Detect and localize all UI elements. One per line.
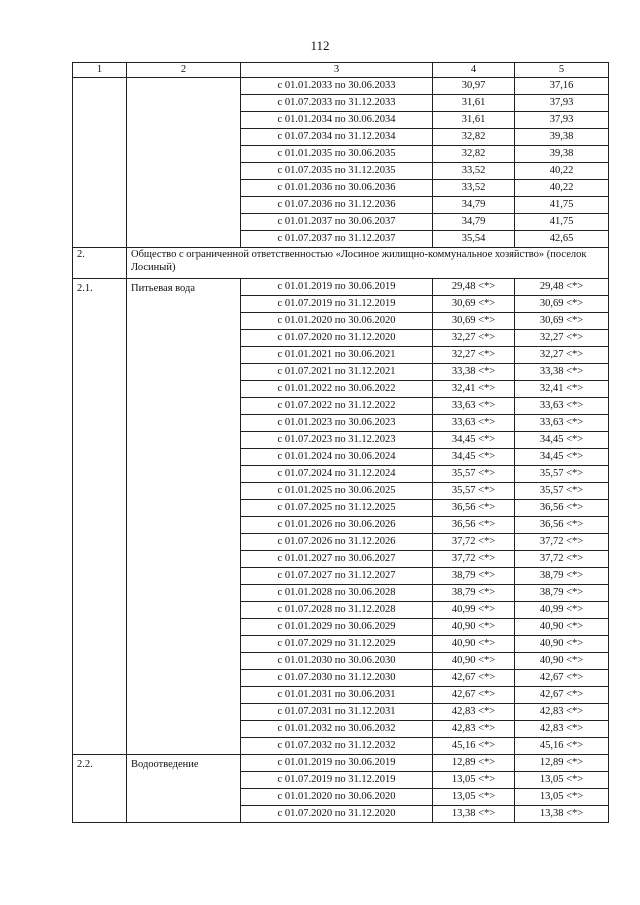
period-cell: с 01.01.2035 по 30.06.2035: [241, 146, 433, 163]
period-cell: с 01.01.2033 по 30.06.2033: [241, 78, 433, 95]
tariff-value-col4: 35,57 <*>: [433, 483, 515, 500]
column-header: 3: [241, 63, 433, 78]
tariff-value-col5: 35,57 <*>: [515, 466, 609, 483]
sewer-section-number: 2.2.: [73, 755, 127, 823]
table-row: [73, 78, 609, 95]
tariff-value-col4: 13,05 <*>: [433, 789, 515, 806]
tariff-value-col4: 36,56 <*>: [433, 500, 515, 517]
tariff-value-col5: 40,22: [515, 163, 609, 180]
tariff-value-col5: 37,16: [515, 78, 609, 95]
period-cell: с 01.07.2032 по 31.12.2032: [241, 738, 433, 755]
period-cell: с 01.07.2031 по 31.12.2031: [241, 704, 433, 721]
tariff-table: [72, 62, 609, 823]
period-cell: с 01.07.2020 по 31.12.2020: [241, 806, 433, 823]
tariff-value-col5: 34,45 <*>: [515, 432, 609, 449]
tariff-value-col5: 30,69 <*>: [515, 296, 609, 313]
period-cell: с 01.01.2034 по 30.06.2034: [241, 112, 433, 129]
tariff-value-col4: 40,90 <*>: [433, 653, 515, 670]
tariff-value-col5: 33,38 <*>: [515, 364, 609, 381]
tariff-value-col5: 32,27 <*>: [515, 330, 609, 347]
tariff-value-col4: 35,54: [433, 231, 515, 248]
period-cell: с 01.01.2026 по 30.06.2026: [241, 517, 433, 534]
period-cell: с 01.01.2036 по 30.06.2036: [241, 180, 433, 197]
tariff-value-col5: 33,63 <*>: [515, 415, 609, 432]
tariff-value-col5: 42,83 <*>: [515, 721, 609, 738]
tariff-value-col4: 13,05 <*>: [433, 772, 515, 789]
tariff-value-col4: 29,48 <*>: [433, 279, 515, 296]
period-cell: с 01.07.2027 по 31.12.2027: [241, 568, 433, 585]
tariff-value-col5: 38,79 <*>: [515, 568, 609, 585]
tariff-value-col5: 32,41 <*>: [515, 381, 609, 398]
tariff-value-col4: 40,99 <*>: [433, 602, 515, 619]
tariff-value-col4: 36,56 <*>: [433, 517, 515, 534]
tariff-value-col4: 38,79 <*>: [433, 568, 515, 585]
tariff-value-col5: 32,27 <*>: [515, 347, 609, 364]
period-cell: с 01.07.2034 по 31.12.2034: [241, 129, 433, 146]
tariff-value-col4: 42,83 <*>: [433, 704, 515, 721]
period-cell: с 01.07.2037 по 31.12.2037: [241, 231, 433, 248]
tariff-value-col5: 13,38 <*>: [515, 806, 609, 823]
period-cell: с 01.07.2019 по 31.12.2019: [241, 772, 433, 789]
tariff-value-col4: 31,61: [433, 112, 515, 129]
tariff-value-col5: 33,63 <*>: [515, 398, 609, 415]
tariff-value-col5: 36,56 <*>: [515, 500, 609, 517]
tariff-value-col5: 40,99 <*>: [515, 602, 609, 619]
tariff-value-col5: 12,89 <*>: [515, 755, 609, 772]
column-header: 1: [73, 63, 127, 78]
tariff-value-col5: 42,67 <*>: [515, 670, 609, 687]
tariff-value-col5: 13,05 <*>: [515, 772, 609, 789]
period-cell: с 01.01.2020 по 30.06.2020: [241, 313, 433, 330]
tariff-value-col4: 32,27 <*>: [433, 330, 515, 347]
organization-number: 2.: [73, 248, 127, 279]
table-row: [73, 279, 609, 296]
period-cell: с 01.01.2031 по 30.06.2031: [241, 687, 433, 704]
period-cell: с 01.07.2025 по 31.12.2025: [241, 500, 433, 517]
tariff-value-col5: 40,22: [515, 180, 609, 197]
tariff-value-col4: 33,52: [433, 180, 515, 197]
period-cell: с 01.01.2023 по 30.06.2023: [241, 415, 433, 432]
tariff-value-col4: 33,63 <*>: [433, 398, 515, 415]
period-cell: с 01.07.2028 по 31.12.2028: [241, 602, 433, 619]
tariff-value-col5: 37,93: [515, 112, 609, 129]
period-cell: с 01.07.2035 по 31.12.2035: [241, 163, 433, 180]
tariff-value-col4: 34,79: [433, 214, 515, 231]
tariff-value-col4: 32,82: [433, 146, 515, 163]
tariff-value-col5: 37,72 <*>: [515, 551, 609, 568]
tariff-value-col4: 42,67 <*>: [433, 687, 515, 704]
tariff-value-col4: 30,97: [433, 78, 515, 95]
period-cell: с 01.07.2033 по 31.12.2033: [241, 95, 433, 112]
tariff-value-col5: 37,93: [515, 95, 609, 112]
tariff-value-col4: 33,52: [433, 163, 515, 180]
period-cell: с 01.01.2029 по 30.06.2029: [241, 619, 433, 636]
column-header-row: [73, 63, 609, 78]
tariff-value-col4: 32,41 <*>: [433, 381, 515, 398]
tariff-value-col5: 41,75: [515, 214, 609, 231]
column-header: 5: [515, 63, 609, 78]
tariff-value-col4: 30,69 <*>: [433, 296, 515, 313]
tariff-value-col5: 42,83 <*>: [515, 704, 609, 721]
tariff-value-col4: 34,45 <*>: [433, 449, 515, 466]
period-cell: с 01.01.2027 по 30.06.2027: [241, 551, 433, 568]
period-cell: с 01.01.2037 по 30.06.2037: [241, 214, 433, 231]
page-number: 112: [310, 38, 330, 53]
period-cell: с 01.01.2025 по 30.06.2025: [241, 483, 433, 500]
tariff-value-col4: 33,63 <*>: [433, 415, 515, 432]
period-cell: с 01.01.2030 по 30.06.2030: [241, 653, 433, 670]
period-cell: с 01.01.2021 по 30.06.2021: [241, 347, 433, 364]
tariff-value-col5: 38,79 <*>: [515, 585, 609, 602]
tariff-value-col5: 42,65: [515, 231, 609, 248]
continued-block-label: [127, 78, 241, 248]
tariff-value-col4: 37,72 <*>: [433, 551, 515, 568]
tariff-value-col4: 35,57 <*>: [433, 466, 515, 483]
tariff-value-col4: 37,72 <*>: [433, 534, 515, 551]
tariff-table-body: [73, 63, 609, 823]
tariff-value-col5: 40,90 <*>: [515, 653, 609, 670]
tariff-value-col4: 40,90 <*>: [433, 636, 515, 653]
tariff-value-col5: 40,90 <*>: [515, 619, 609, 636]
sewer-section-label: Водоотведение: [127, 755, 241, 823]
period-cell: с 01.01.2024 по 30.06.2024: [241, 449, 433, 466]
tariff-value-col4: 32,27 <*>: [433, 347, 515, 364]
column-header: 2: [127, 63, 241, 78]
period-cell: с 01.01.2032 по 30.06.2032: [241, 721, 433, 738]
tariff-value-col4: 32,82: [433, 129, 515, 146]
period-cell: с 01.07.2021 по 31.12.2021: [241, 364, 433, 381]
organization-name: Общество с ограниченной ответственностью «Лосиное жилищно-коммунальное хозяйство» (поселок Лосиный): [127, 248, 609, 279]
tariff-value-col4: 42,83 <*>: [433, 721, 515, 738]
period-cell: с 01.01.2022 по 30.06.2022: [241, 381, 433, 398]
tariff-value-col5: 29,48 <*>: [515, 279, 609, 296]
period-cell: с 01.01.2020 по 30.06.2020: [241, 789, 433, 806]
continued-block-number: [73, 78, 127, 248]
period-cell: с 01.07.2030 по 31.12.2030: [241, 670, 433, 687]
tariff-value-col5: 40,90 <*>: [515, 636, 609, 653]
tariff-value-col5: 30,69 <*>: [515, 313, 609, 330]
period-cell: с 01.07.2036 по 31.12.2036: [241, 197, 433, 214]
period-cell: с 01.01.2019 по 30.06.2019: [241, 755, 433, 772]
water-section-label: Питьевая вода: [127, 279, 241, 755]
table-row: [73, 755, 609, 772]
tariff-value-col5: 39,38: [515, 146, 609, 163]
period-cell: с 01.01.2019 по 30.06.2019: [241, 279, 433, 296]
period-cell: с 01.07.2029 по 31.12.2029: [241, 636, 433, 653]
tariff-value-col4: 34,79: [433, 197, 515, 214]
tariff-value-col4: 31,61: [433, 95, 515, 112]
tariff-value-col5: 42,67 <*>: [515, 687, 609, 704]
period-cell: с 01.01.2028 по 30.06.2028: [241, 585, 433, 602]
tariff-value-col4: 13,38 <*>: [433, 806, 515, 823]
period-cell: с 01.07.2019 по 31.12.2019: [241, 296, 433, 313]
organization-row: [73, 248, 609, 279]
tariff-value-col4: 30,69 <*>: [433, 313, 515, 330]
tariff-value-col4: 38,79 <*>: [433, 585, 515, 602]
water-section-number: 2.1.: [73, 279, 127, 755]
tariff-value-col5: 36,56 <*>: [515, 517, 609, 534]
tariff-value-col5: 45,16 <*>: [515, 738, 609, 755]
period-cell: с 01.07.2023 по 31.12.2023: [241, 432, 433, 449]
tariff-value-col4: 45,16 <*>: [433, 738, 515, 755]
period-cell: с 01.07.2020 по 31.12.2020: [241, 330, 433, 347]
tariff-value-col4: 40,90 <*>: [433, 619, 515, 636]
period-cell: с 01.07.2024 по 31.12.2024: [241, 466, 433, 483]
tariff-value-col5: 34,45 <*>: [515, 449, 609, 466]
tariff-value-col4: 42,67 <*>: [433, 670, 515, 687]
column-header: 4: [433, 63, 515, 78]
tariff-value-col4: 33,38 <*>: [433, 364, 515, 381]
period-cell: с 01.07.2022 по 31.12.2022: [241, 398, 433, 415]
tariff-value-col4: 12,89 <*>: [433, 755, 515, 772]
tariff-value-col5: 35,57 <*>: [515, 483, 609, 500]
tariff-value-col5: 41,75: [515, 197, 609, 214]
tariff-value-col4: 34,45 <*>: [433, 432, 515, 449]
period-cell: с 01.07.2026 по 31.12.2026: [241, 534, 433, 551]
tariff-value-col5: 39,38: [515, 129, 609, 146]
tariff-value-col5: 37,72 <*>: [515, 534, 609, 551]
tariff-value-col5: 13,05 <*>: [515, 789, 609, 806]
